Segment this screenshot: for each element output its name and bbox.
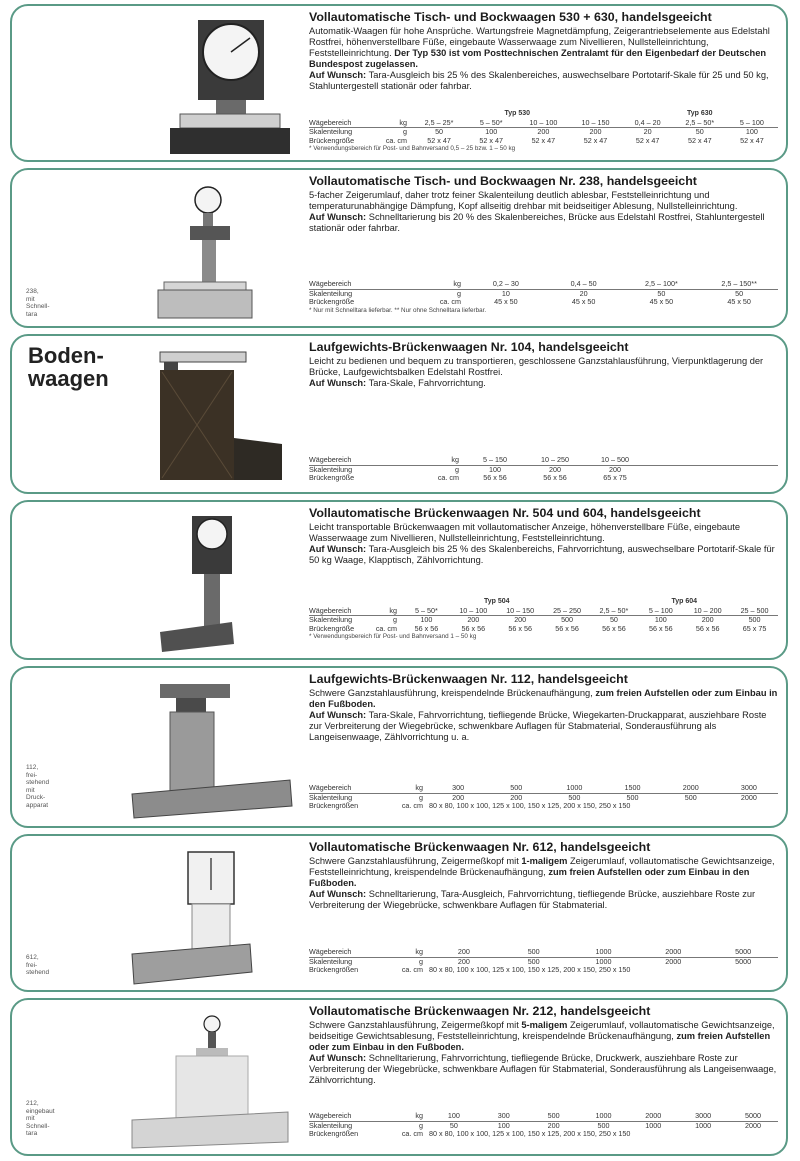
product-card-530-630 <box>10 4 788 162</box>
table-scale-530-image <box>20 14 305 162</box>
product-description: Automatik-Waagen für hohe Ansprüche. Wartungsfreie Magnetdämpfung, Zeigerantriebselemente aus Edelstahl Rostfrei, höhenverstellbare Füße, eingebaute Wasserwaage zum Nivellieren, Nullstelleinrichtung, Feststelleinrichtung. Der Typ 530 ist vom Posttechnischen Zentralamt für den Eigenbedarf der Deutschen Bundespost zugelassen. Auf Wunsch: Tara-Ausgleich bis 25 % des Skalenbereiches, auswechselbare Portotarif-Skale für 25 und 50 kg, Stahluntergestell stationär oder fahrbar. <box>309 26 770 91</box>
product-title: Laufgewichts-Brückenwaagen Nr. 104, handelsgeeicht <box>309 340 629 354</box>
product-text <box>309 340 778 389</box>
image-caption: 238, mit Schnell- tara <box>26 288 50 318</box>
image-caption: 212, eingebaut mit Schnell- tara <box>26 1100 55 1137</box>
product-title: Vollautomatische Brückenwaagen Nr. 504 und 604, handelsgeeicht <box>309 506 701 520</box>
product-description: Schwere Ganzstahlausführung, Zeigermeßkopf mit 5-maligem Zeigerumlauf, vollautomatische Gewichtsanzeige, beidseitige Gewichtsablesung, Feststelleinrichtung, kreispendelnde Brückenaufhängung, zum freien Aufstellen oder zum Einbau in den Fußboden. Auf Wunsch: Schnelltarierung, Fahrvorrichtung, tiefliegende Brücke, Druckwerk, ausziehbare Roste zur Verbreiterung der Wiegebrücke, schwenkbare Auflagen für Stabmaterial, Sonderausführung als Langeisenwaage, Zählvorrichtung. <box>309 1020 777 1085</box>
platform-scale-212-image <box>20 1008 305 1156</box>
product-text <box>309 506 778 566</box>
product-description: Leicht transportable Brückenwaagen mit vollautomatischer Anzeige, höhenverstellbare Füße, eingebaute Wasserwaage zum Nivellieren, Nullstelleinrichtung, Feststelleinrichtung. Auf Wunsch: Tara-Ausgleich bis 25 % des Skalenbereichs, Fahrvorrichtung, auswechselbare Portotarif-Skale für 50 kg Waage, Klapptisch, Zählvorrichtung. <box>309 522 775 565</box>
product-description: Leicht zu bedienen und bequem zu transportieren, geschlossene Ganzstahlausführung, Vierpunktlagerung der Brücke, Laufgewichtsbalken Edelstahl Rostfrei. Auf Wunsch: Tara-Skale, Fahrvorrichtung. <box>309 356 764 388</box>
table-scale-238-image <box>20 178 305 328</box>
product-description: 5-facher Zeigerumlauf, daher trotz feiner Skalenteilung deutlich ablesbar, Feststelleinrichtung und temperaturunabhängige Dämpfung, Kopf allseitig drehbar mit beidseitiger Ablesung, Nullstelleinrichtung. Auf Wunsch: Schnelltarierung bis 20 % des Skalenbereiches, Brücke aus Edelstahl Rostfrei, Stahluntergestell stationär oder fahrbar. <box>309 190 765 233</box>
section-label: Boden- waagen <box>28 343 109 391</box>
image-caption: 612, frei- stehend <box>26 954 50 976</box>
product-text <box>309 10 778 92</box>
product-text <box>309 840 778 911</box>
product-text <box>309 174 778 234</box>
spec-table: Wägebereich kg 200 500 1000 2000 5000 Skalenteilung g 200 500 1000 2000 5000 Brückengrößen ca. cm 80 x 80, 100 x 100, 125 x 100, 150 x 125, 200 x 150, 250 x 150 <box>309 948 778 975</box>
spec-table: Wägebereich kg 100 300 500 1000 2000 3000 5000 Skalenteilung g 50 100 200 500 1000 1000 2000 Brückengrößen ca. cm 80 x 80, 100 x 100, 125 x 100, 150 x 125, 200 x 150, 250 x 150 <box>309 1112 778 1139</box>
image-caption: 112, frei- stehend mit Druck- apparat <box>26 764 50 809</box>
platform-scale-612-image <box>20 844 305 992</box>
product-card-212 <box>10 998 788 1156</box>
group-label: Typ 630 <box>687 110 713 117</box>
group-label: Typ 530 <box>504 110 531 117</box>
spec-table: Wägebereich kg 300 500 1000 1500 2000 3000 Skalenteilung g 200 200 500 500 500 2000 Brückengrößen ca. cm 80 x 80, 100 x 100, 125 x 100, 150 x 125, 200 x 150, 250 x 150 <box>309 784 778 811</box>
product-title: Vollautomatische Tisch- und Bockwaagen 530 + 630, handelsgeeicht <box>309 10 712 24</box>
spec-table: Wägebereich kg 0,2 – 30 0,4 – 50 2,5 – 100* 2,5 – 150** Skalenteilung g 10 20 50 50 Brückengröße ca. cm 45 x 50 45 x 50 45 x 50 45 x 50 * Nur mit Schnelltara lieferbar. ** Nur ohne Schnelltara lieferbar. <box>309 280 778 315</box>
beam-scale-112-image <box>20 676 305 828</box>
footnote: * Verwendungsbereich für Post- und Bahnversand 0,5 – 25 bzw. 1 – 50 kg <box>309 145 516 152</box>
footnote: * Verwendungsbereich für Post- und Bahnversand 1 – 50 kg <box>309 633 477 640</box>
product-text <box>309 1004 778 1086</box>
spec-table: Typ 504 Typ 604 Wägebereich kg 5 – 50* 10 – 100 10 – 150 25 – 250 2,5 – 50* 5 – 100 10 – 200 25 – 500 Skalenteilung g 100 200 200 500 50 100 200 500 Brückengröße ca. cm 56 x 56 56 x 56 56 x 56 56 x 56 56 x 56 56 x 56 56 x 56 65 x 75 * Verwendungsbereich für Post- und Bahnversand 1 – 50 kg <box>309 598 778 641</box>
spec-table: Typ 530 Typ 630 Wägebereich kg 2,5 – 25* 5 – 50* 10 – 100 10 – 150 0,4 – 20 2,5 – 50* 5 – 100 Skalenteilung g 50 100 200 200 20 50 100 Brückengröße ca. cm 52 x 47 52 x 47 52 x 47 52 x 47 52 x 47 52 x 47 52 x 47 * Verwendungsbereich für Post- und Bahnversand 0,5 – 25 bzw. 1 – 50 kg <box>309 110 778 153</box>
product-card-104 <box>10 334 788 494</box>
product-description: Schwere Ganzstahlausführung, kreispendelnde Brückenaufhängung, zum freien Aufstellen oder zum Einbau in den Fußboden. Auf Wunsch: Tara-Skale, Fahrvorrichtung, tiefliegende Brücke, Wiegekarten-Druckapparat, ausziehbare Roste zur Verbreiterung der Wiegebrücke, schwenkbare Auflagen für Stabmaterial, Sonderausführung als Langeisenwaage, Zählvorrichtung u. a. <box>309 688 778 742</box>
product-card-504-604 <box>10 500 788 660</box>
footnote: * Nur mit Schnelltara lieferbar. ** Nur ohne Schnelltara lieferbar. <box>309 306 487 314</box>
product-title: Laufgewichts-Brückenwaagen Nr. 112, handelsgeeicht <box>309 672 628 686</box>
product-description: Schwere Ganzstahlausführung, Zeigermeßkopf mit 1-maligem Zeigerumlauf, vollautomatische Gewichtsanzeige, Feststelleinrichtung, kreispendelnde Brückenaufhängung, zum freien Aufstellen oder zum Einbau in den Fußboden. Auf Wunsch: Schnelltarierung, Tara-Ausgleich, Fahrvorrichtung, tiefliegende Brücke, ausziehbare Roste zur Verbreiterung der Wiegebrücke, schwenkbare Auflagen für Stabmaterial. <box>309 856 775 910</box>
product-card-238 <box>10 168 788 328</box>
spec-table: Wägebereich kg 5 – 150 10 – 250 10 – 500 Skalenteilung g 100 200 200 Brückengröße ca. cm 56 x 56 56 x 56 65 x 75 <box>309 456 778 483</box>
group-label: Typ 504 <box>483 598 510 605</box>
platform-scale-504-image <box>20 510 305 660</box>
group-label: Typ 604 <box>671 598 698 605</box>
product-card-112 <box>10 666 788 828</box>
product-title: Vollautomatische Brückenwaagen Nr. 212, handelsgeeicht <box>309 1004 651 1018</box>
product-title: Vollautomatische Brückenwaagen Nr. 612, handelsgeeicht <box>309 840 651 854</box>
product-title: Vollautomatische Tisch- und Bockwaagen Nr. 238, handelsgeeicht <box>309 174 697 188</box>
product-card-612 <box>10 834 788 992</box>
product-text <box>309 672 778 743</box>
